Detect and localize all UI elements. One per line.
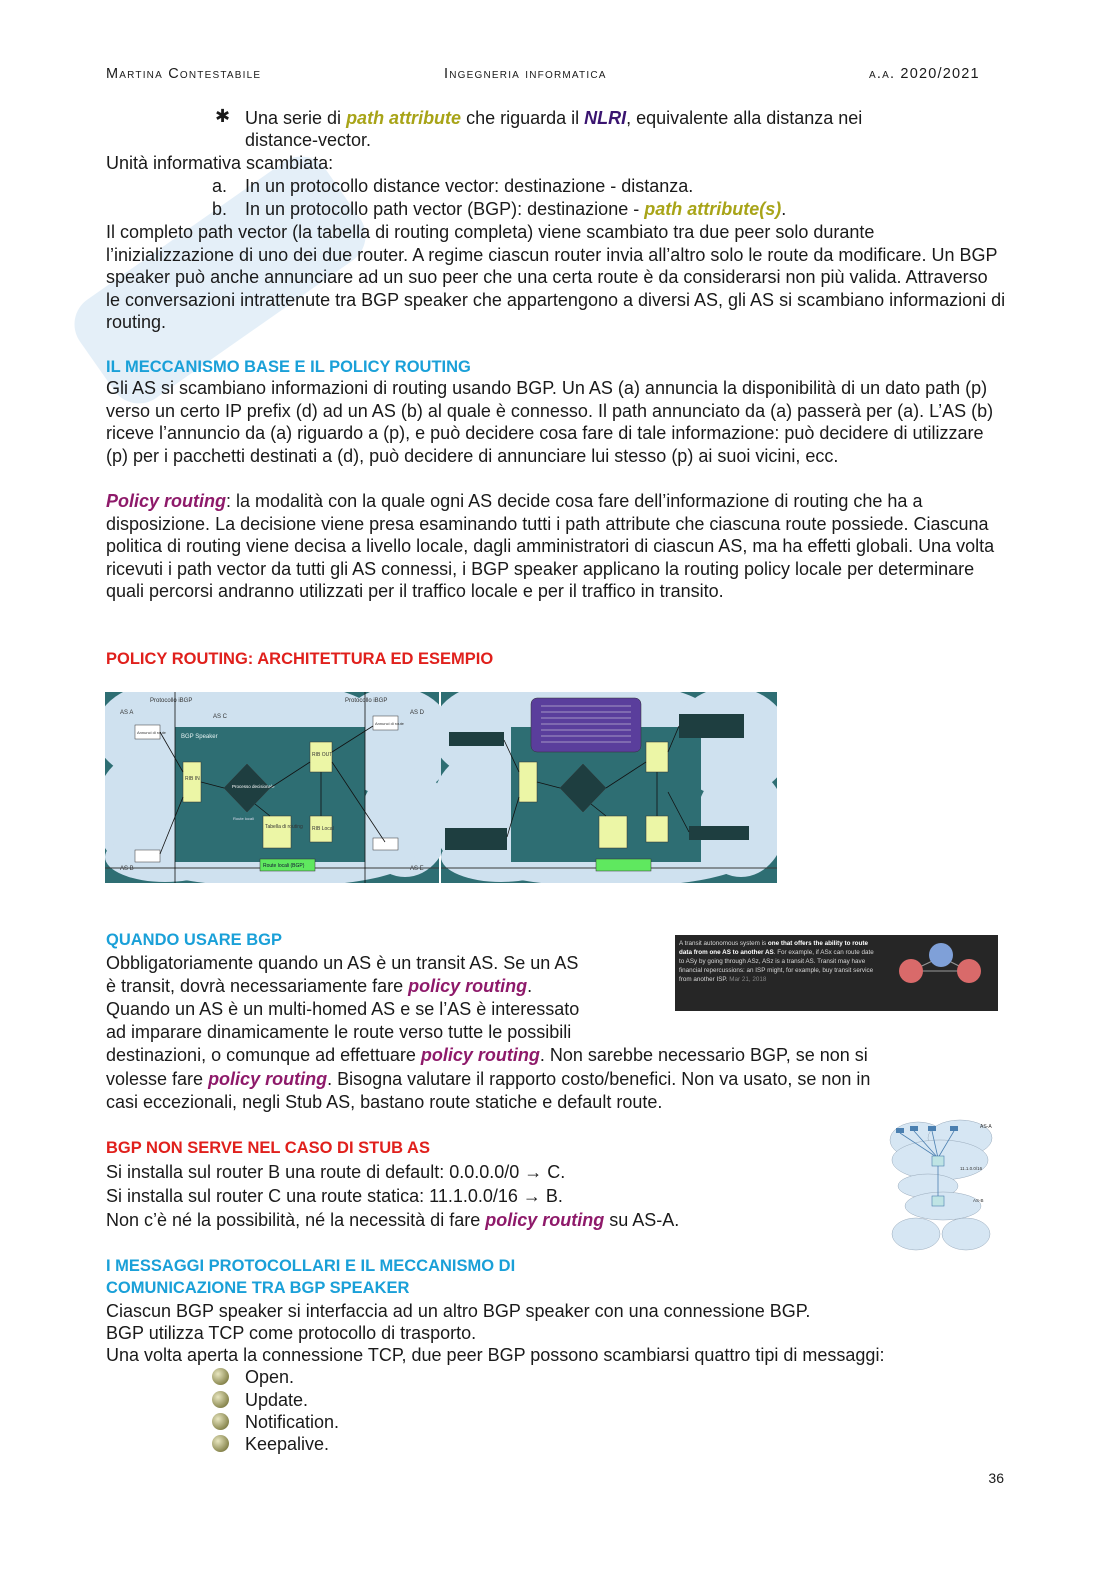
message-update: Update. [245, 1390, 309, 1410]
bullet-dot-icon [212, 1368, 229, 1385]
label-annunci-right: Annunci di route [375, 721, 404, 726]
header-year: a.a. 2020/2021 [869, 66, 980, 82]
transit-as-mini-diagram [881, 939, 993, 1007]
quando-line-4: ad imparare dinamicamente le route verso tutte le possibili [106, 1022, 572, 1042]
stub-label-as-a: AS-A [980, 1124, 992, 1130]
section-heading-messaggi-1: I MESSAGGI PROTOCOLLARI E IL MECCANISMO DI [106, 1257, 516, 1275]
page-number: 36 [988, 1470, 1004, 1486]
list-marker-a: a. [212, 176, 228, 196]
header-course: Ingegneria informatica [444, 66, 607, 82]
list-marker-b: b. [212, 199, 228, 219]
bgp-architecture-diagram [105, 692, 777, 883]
label-as-e: AS E [410, 866, 424, 872]
header-author: Martina Contestabile [106, 66, 262, 82]
label-rib-in: RIB IN [185, 776, 200, 782]
stub-label-as-b: AS-B [973, 1198, 984, 1203]
quando-line-2: è transit, dovrà necessariamente fare policy routing. [106, 976, 533, 996]
label-route-locali-small: Route locali [233, 816, 254, 821]
section-heading-architettura: POLICY ROUTING: ARCHITETTURA ED ESEMPIO [106, 650, 494, 668]
message-notification: Notification. [245, 1412, 340, 1432]
meccanismo-paragraph: Gli AS si scambiano informazioni di routing usando BGP. Un AS (a) annuncia la disponibilità di un dato path (p) verso un certo IP prefix (d) ad un AS (b) al quale è connesso. Il path annunciato da (a) passerà per (a). L’AS (b) riceve l’annuncio da (a) riguardo a (p), e può decidere cosa fare di tale informazione: può decidere di utilizzare (p) per i pacchetti destinati a (d), può decidere di annunciare lui stesso (p) ai suoi vicini, ecc. [106, 378, 994, 466]
bullet-dot-icon [212, 1413, 229, 1430]
label-as-d: AS D [410, 710, 425, 716]
quando-line-7: casi eccezionali, negli Stub AS, bastano route statiche e default route. [106, 1092, 663, 1112]
section-heading-meccanismo: IL MECCANISMO BASE E IL POLICY ROUTING [106, 358, 471, 376]
message-keepalive: Keepalive. [245, 1434, 330, 1454]
bullet-path-attribute: Una serie di path attribute che riguarda il NLRI, equivalente alla distanza nei distance-vector. [245, 108, 863, 150]
stub-label-net: 11.1.0.0/16 [960, 1166, 983, 1171]
label-tabella: Tabella di routing [265, 824, 303, 830]
label-rib-local: RIB Local [312, 826, 334, 832]
bullet-dot-icon [212, 1435, 229, 1452]
quando-line-1: Obbligatoriamente quando un AS è un transit AS. Se un AS [106, 953, 579, 973]
label-rib-out: RIB OUT [312, 752, 333, 758]
stub-line-2: Si installa sul router C una route statica: 11.1.0.0/16 → B. [106, 1186, 563, 1206]
label-processo: Processo decisionale [232, 784, 275, 789]
transit-as-info-box: A transit autonomous system is one that offers the ability to route data from one AS to another AS. For example, if ASx can route date to ASy by going through ASz, ASz is a transit AS. Transit may have financial repercussions: an ISP might, for example, buy transit service from another ISP. Mar 21, 2018 [675, 935, 998, 1011]
list-item-b: In un protocollo path vector (BGP): destinazione - path attribute(s). [245, 199, 787, 219]
messaggi-line-3: Una volta aperta la connessione TCP, due peer BGP possono scambiarsi quattro tipi di messaggi: [106, 1345, 885, 1365]
unit-title: Unità informativa scambiata: [106, 153, 334, 173]
bullet-dot-icon [212, 1391, 229, 1408]
section-heading-quando-bgp: QUANDO USARE BGP [106, 931, 283, 949]
label-annunci-left: Annunci di route [137, 730, 166, 735]
label-as-c: AS C [213, 714, 228, 720]
quando-line-3: Quando un AS è un multi-homed AS e se l’AS è interessato [106, 999, 580, 1019]
stub-line-1: Si installa sul router B una route di default: 0.0.0.0/0 → C. [106, 1162, 566, 1182]
messaggi-line-1: Ciascun BGP speaker si interfaccia ad un altro BGP speaker con una connessione BGP. [106, 1301, 811, 1321]
quando-line-6: volesse fare policy routing. Bisogna valutare il rapporto costo/benefici. Non va usato, se non in [106, 1069, 871, 1089]
messaggi-line-2: BGP utilizza TCP come protocollo di trasporto. [106, 1323, 477, 1343]
label-route-locali: Route locali (BGP) [263, 863, 305, 869]
policy-routing-paragraph: Policy routing: la modalità con la quale ogni AS decide cosa fare dell’informazione di routing che ha a disposizione. La decisione viene presa esaminando tutti i path attribute che ciascuna route possiede. Ciascuna politica di routing viene decisa a livello locale, dagli amministratori di ciascun AS, ma ha effetti globali. Una volta ricevuti i path vector da tutti gli AS connessi, i BGP speaker applicano la routing policy locale per determinare quali percorsi andranno utilizzati per il traffico locale e per il traffico in transito. [106, 491, 995, 602]
message-open: Open. [245, 1367, 295, 1387]
label-bgp-speaker: BGP Speaker [181, 734, 218, 740]
diagram-panel-architecture [105, 692, 455, 883]
label-proto-right: Protocollo iBGP [345, 698, 388, 704]
list-item-a: In un protocollo distance vector: destinazione - distanza. [245, 176, 694, 196]
section-heading-stub-as: BGP NON SERVE NEL CASO DI STUB AS [106, 1139, 430, 1157]
stub-line-3: Non c’è né la possibilità, né la necessità di fare policy routing su AS-A. [106, 1210, 680, 1230]
label-as-a: AS A [120, 710, 134, 716]
section-heading-messaggi-2: COMUNICAZIONE TRA BGP SPEAKER [106, 1279, 410, 1297]
stub-as-diagram [888, 1118, 996, 1254]
quando-line-5: destinazioni, o comunque ad effettuare policy routing. Non sarebbe necessario BGP, se non si [106, 1045, 868, 1065]
intro-paragraph: Il completo path vector (la tabella di routing completa) viene scambiato tra due peer solo durante l’inizializzazione di uno dei due router. A regime ciascun router invia all’altro solo le route da modificare. Un BGP speaker può anche annunciare ad un suo peer che una certa route è da considerarsi non più valida. Attraverso le conversazioni intrattenute tra BGP speaker che appartengono a diversi AS, gli AS si scambiano informazioni di routing. [106, 222, 1006, 333]
diagram-panel-example [431, 692, 777, 883]
label-as-b: AS B [120, 866, 134, 872]
asterisk-bullet-icon: ✱ [215, 106, 231, 126]
label-proto-left: Protocollo iBGP [150, 698, 193, 704]
